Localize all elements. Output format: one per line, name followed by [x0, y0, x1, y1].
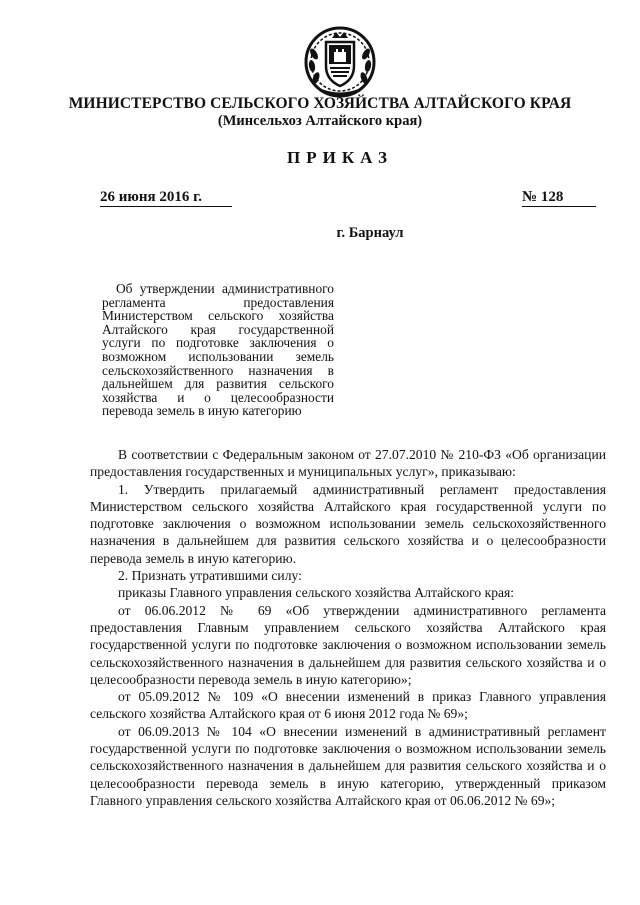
body-paragraph: В соответствии с Федеральным законом от 27.07.2010 № 210-ФЗ «Об организации предоставления государственных и муниципальных услуг», приказываю: — [90, 447, 606, 480]
coat-of-arms-emblem — [302, 24, 378, 100]
body-paragraph: 1. Утвердить прилагаемый административный регламент предоставления Министерством сельского хозяйства Алтайского края государственной услуги по подготовке заключения о возможном использовании земель сельскохозяйственного назначения в дальнейшем для развития сельского хозяйства и о целесообразности перевода земель в иную категорию. — [90, 481, 606, 566]
order-date: 26 июня 2016 г. — [100, 189, 232, 207]
body-paragraph: от 06.09.2013 № 104 «О внесении изменений в административный регламент государственной услуги по подготовке заключения о возможном использовании земель сельскохозяйственного назначения в дальнейшем для развития сельского хозяйства и о целесообразности перевода земель в иную категорию, утвержденный приказом Главного управления сельского хозяйства Алтайского края от 06.06.2012 № 69»; — [90, 723, 606, 808]
organization-name: МИНИСТЕРСТВО СЕЛЬСКОГО ХОЗЯЙСТВА АЛТАЙСКОГО КРАЯ — [68, 95, 572, 112]
body-paragraph: 2. Признать утратившими силу: — [118, 568, 302, 584]
order-body — [90, 446, 606, 809]
city: г. Барнаул — [336, 225, 404, 241]
organization-short-name: (Минсельхоз Алтайского края) — [217, 113, 423, 129]
order-title: Об утверждении административного регламента предоставления Министерством сельского хозяйства Алтайского края государственной услуги по подготовке заключения о возможном использовании земель сельскохозяйственного назначения в дальнейшем для развития сельского хозяйства и о целесообразности перевода земель в иную категорию — [102, 281, 334, 419]
body-paragraph: от 05.09.2012 № 109 «О внесении изменений в приказ Главного управления сельского хозяйства Алтайского края от 6 июня 2012 года № 69»; — [90, 689, 606, 722]
body-paragraph: приказы Главного управления сельского хозяйства Алтайского края: — [118, 585, 515, 601]
order-number: № 128 — [522, 189, 596, 207]
document-type: ПРИКАЗ — [287, 148, 393, 167]
body-paragraph: от 06.06.2012 № 69 «Об утверждении административного регламента предоставления Главным управлением сельского хозяйства Алтайского края государственной услуги по подготовке заключения о возможном использовании земель сельскохозяйственного назначения в дальнейшем для развития сельского хозяйства и о целесообразности перевода земель в иную категорию»; — [90, 602, 606, 687]
